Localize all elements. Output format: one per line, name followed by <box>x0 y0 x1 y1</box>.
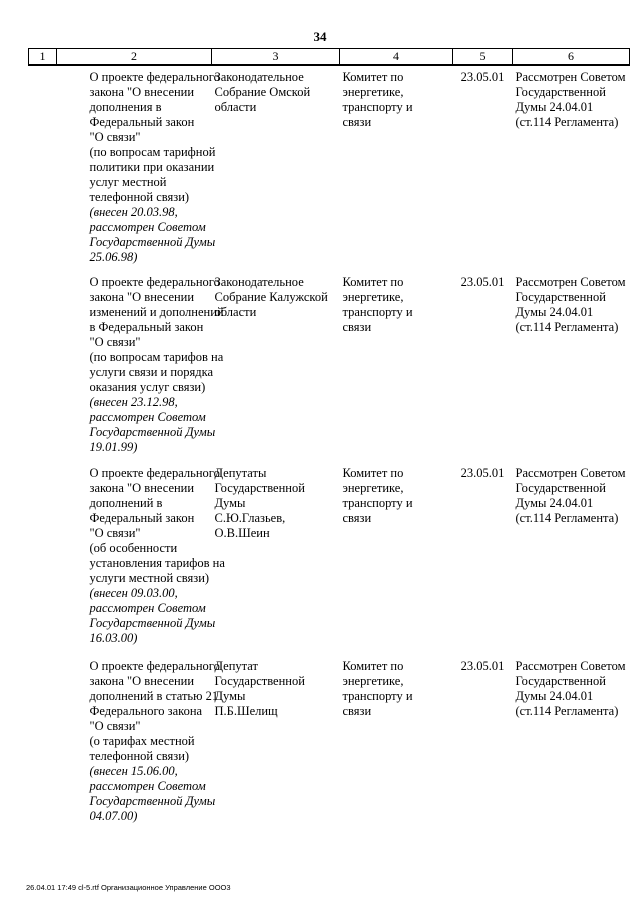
text-line: (об особенности <box>89 541 178 555</box>
text-line: Рассмотрен Советом <box>515 70 626 84</box>
text-line: Думы <box>214 689 246 703</box>
text-line: Комитет по <box>342 466 404 480</box>
column-header-2: 2 <box>57 49 212 66</box>
text-line: (ст.114 Регламента) <box>515 115 619 129</box>
number-cell <box>29 65 57 271</box>
text-line: транспорту и <box>342 496 413 510</box>
table-row <box>29 462 630 655</box>
text-line: услуги связи и порядка <box>89 365 214 379</box>
bill-title-cell <box>57 655 220 839</box>
text-line: оказания услуг связи) <box>89 380 206 394</box>
text-line: энергетике, <box>342 290 404 304</box>
column-header-1: 1 <box>29 49 57 66</box>
table-row <box>29 655 630 839</box>
text-line: Рассмотрен Советом <box>515 275 626 289</box>
text-line: Государственной <box>515 674 606 688</box>
bills-table <box>28 48 630 839</box>
text-line: связи <box>342 704 372 718</box>
text-line: транспорту и <box>342 100 413 114</box>
text-line: связи <box>342 320 372 334</box>
status-cell <box>513 65 630 271</box>
note-line: (внесен 23.12.98, <box>89 395 178 409</box>
status-cell <box>513 655 630 839</box>
note-line: рассмотрен Советом <box>89 779 206 793</box>
text-line: области <box>214 305 257 319</box>
text-line: П.Б.Шелищ <box>214 704 278 718</box>
text-line: Государственной <box>515 290 606 304</box>
text-line: Депутаты <box>214 466 267 480</box>
text-line: Думы <box>214 496 246 510</box>
note-line: рассмотрен Советом <box>89 220 206 234</box>
initiator-cell <box>212 655 340 839</box>
text-line: связи <box>342 511 372 525</box>
note-line: рассмотрен Советом <box>89 601 206 615</box>
text-line: О проекте федерального <box>89 659 220 673</box>
note-line: Государственной Думы <box>89 616 216 630</box>
date-cell: 23.05.01 <box>460 70 505 84</box>
text-line: области <box>214 100 257 114</box>
text-line: Федеральный закон <box>89 511 195 525</box>
initiator-cell <box>212 65 340 271</box>
number-cell <box>29 462 57 655</box>
table-row <box>29 65 630 271</box>
text-line: "О связи" <box>89 335 141 349</box>
note-line: 04.07.00) <box>89 809 138 823</box>
text-line: в Федеральный закон <box>89 320 204 334</box>
page-number: 34 <box>313 29 327 44</box>
text-line: Собрание Омской <box>214 85 311 99</box>
date-cell: 23.05.01 <box>460 466 505 480</box>
date-cell: 23.05.01 <box>460 659 505 673</box>
committee-cell <box>340 271 453 462</box>
text-line: Законодательное <box>214 275 304 289</box>
footer-stamp: 26.04.01 17:49 cl-5.rtf Организационное Управление ООО3 <box>26 883 231 892</box>
note-line: (внесен 15.06.00, <box>89 764 178 778</box>
table-row <box>29 271 630 462</box>
column-header-4: 4 <box>340 49 453 66</box>
status-cell <box>513 271 630 462</box>
text-line: Государственной <box>515 85 606 99</box>
text-line: услуги местной связи) <box>89 571 210 585</box>
bill-title-cell <box>57 65 220 271</box>
note-line: 16.03.00) <box>89 631 138 645</box>
text-line: Депутат <box>214 659 258 673</box>
committee-cell <box>340 462 453 655</box>
text-line: О проекте федерального <box>89 70 220 84</box>
note-line: Государственной Думы <box>89 794 216 808</box>
initiator-cell <box>212 271 340 462</box>
column-header-5: 5 <box>453 49 513 66</box>
note-line: Государственной Думы <box>89 425 216 439</box>
text-line: установления тарифов на <box>89 556 225 570</box>
text-line: "О связи" <box>89 719 141 733</box>
text-line: О проекте федерального <box>89 466 220 480</box>
text-line: Собрание Калужской <box>214 290 328 304</box>
text-line: Рассмотрен Советом <box>515 466 626 480</box>
text-line: "О связи" <box>89 130 141 144</box>
text-line: закона "О внесении <box>89 674 195 688</box>
text-line: Федеральный закон <box>89 115 195 129</box>
note-line: 19.01.99) <box>89 440 138 454</box>
text-line: Государственной <box>214 481 305 495</box>
text-line: телефонной связи) <box>89 190 190 204</box>
text-line: услуг местной <box>89 175 167 189</box>
text-line: Думы 24.04.01 <box>515 305 594 319</box>
text-line: (ст.114 Регламента) <box>515 320 619 334</box>
text-line: С.Ю.Глазьев, <box>214 511 286 525</box>
text-line: Думы 24.04.01 <box>515 496 594 510</box>
note-line: рассмотрен Советом <box>89 410 206 424</box>
text-line: дополнений в статью 21 <box>89 689 219 703</box>
number-cell <box>29 271 57 462</box>
text-line: (ст.114 Регламента) <box>515 511 619 525</box>
note-line: (внесен 09.03.00, <box>89 586 178 600</box>
text-line: Комитет по <box>342 275 404 289</box>
text-line: политики при оказании <box>89 160 215 174</box>
text-line: транспорту и <box>342 689 413 703</box>
text-line: закона "О внесении <box>89 290 195 304</box>
committee-cell <box>340 65 453 271</box>
text-line: (по вопросам тарифов на <box>89 350 224 364</box>
column-header-3: 3 <box>212 49 340 66</box>
note-line: (внесен 20.03.98, <box>89 205 178 219</box>
text-line: Государственной <box>214 674 305 688</box>
column-header-6: 6 <box>513 49 630 66</box>
text-line: Рассмотрен Советом <box>515 659 626 673</box>
text-line: связи <box>342 115 372 129</box>
text-line: О.В.Шеин <box>214 526 270 540</box>
text-line: энергетике, <box>342 481 404 495</box>
text-line: дополнений в <box>89 496 163 510</box>
text-line: изменений и дополнений <box>89 305 224 319</box>
text-line: (о тарифах местной <box>89 734 195 748</box>
text-line: Комитет по <box>342 659 404 673</box>
text-line: Комитет по <box>342 70 404 84</box>
text-line: Думы 24.04.01 <box>515 689 594 703</box>
note-line: 25.06.98) <box>89 250 138 264</box>
text-line: Государственной <box>515 481 606 495</box>
bill-title-cell <box>57 271 224 462</box>
status-cell <box>513 462 630 655</box>
text-line: Законодательное <box>214 70 304 84</box>
text-line: энергетике, <box>342 85 404 99</box>
text-line: закона "О внесении <box>89 85 195 99</box>
text-line: (ст.114 Регламента) <box>515 704 619 718</box>
text-line: (по вопросам тарифной <box>89 145 216 159</box>
text-line: телефонной связи) <box>89 749 190 763</box>
column-number-row <box>29 49 630 66</box>
text-line: дополнения в <box>89 100 162 114</box>
date-cell: 23.05.01 <box>460 275 505 289</box>
text-line: "О связи" <box>89 526 141 540</box>
bill-title-cell <box>57 462 225 655</box>
note-line: Государственной Думы <box>89 235 216 249</box>
text-line: Думы 24.04.01 <box>515 100 594 114</box>
committee-cell <box>340 655 453 839</box>
initiator-cell <box>212 462 340 655</box>
number-cell <box>29 655 57 839</box>
text-line: О проекте федерального <box>89 275 220 289</box>
text-line: Федерального закона <box>89 704 203 718</box>
text-line: транспорту и <box>342 305 413 319</box>
text-line: энергетике, <box>342 674 404 688</box>
text-line: закона "О внесении <box>89 481 195 495</box>
